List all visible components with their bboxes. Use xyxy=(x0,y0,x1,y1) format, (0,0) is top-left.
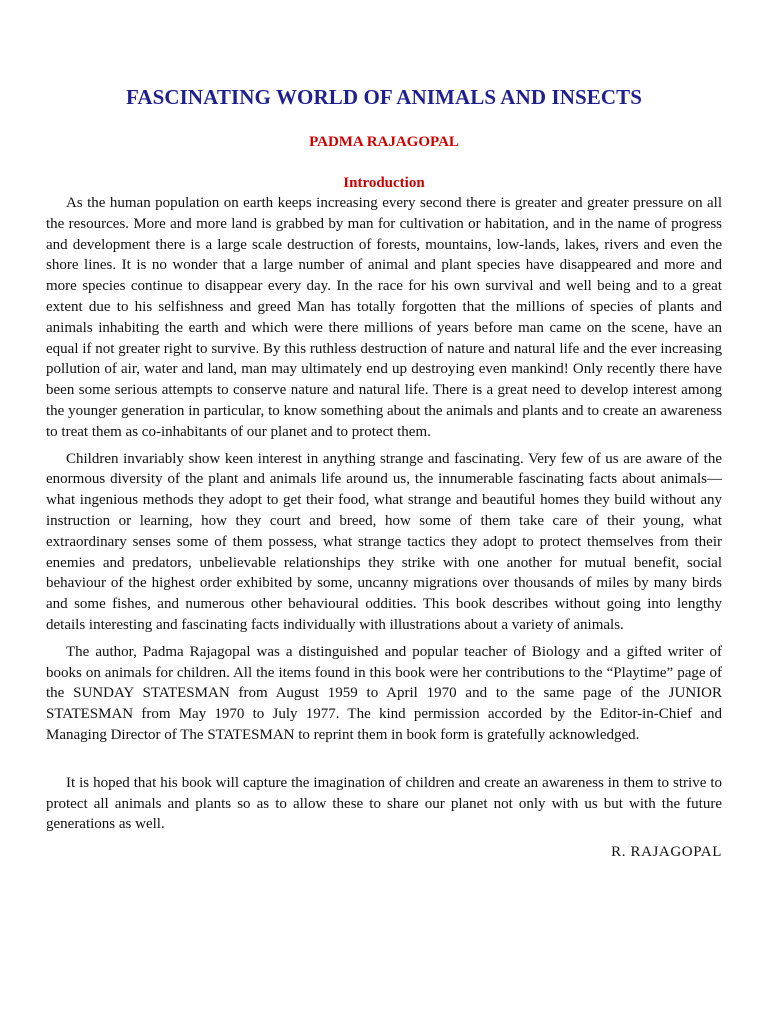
paragraph-3: The author, Padma Rajagopal was a distinguished and popular teacher of Biology and a gifted writer of books on animals for children. All the items found in this book were her contributions to the “Playtime” page of the SUNDAY STATESMAN from August 1959 to April 1970 and to the same page of the JUNIOR STATESMAN from May 1970 to July 1977. The kind permission accorded by the Editor-in-Chief and Managing Director of The STATESMAN to reprint them in book form is gratefully acknowledged. xyxy=(46,643,722,743)
signature: R. RAJAGOPAL xyxy=(611,844,722,861)
paragraph-4: It is hoped that his book will capture the imagination of children and create an awareness in them to strive to protect all animals and plants so as to allow these to share our planet not only with us but with the future generations as well. xyxy=(46,774,722,833)
document-title: FASCINATING WORLD OF ANIMALS AND INSECTS xyxy=(125,85,643,109)
paragraph-2: Children invariably show keen interest in anything strange and fascinating. Very few of us are aware of the enormous diversity of the plant and animals life around us, the innumerable fascinating facts about animals—what ingenious methods they adopt to get their food, what strange and beautiful homes they build without any instruction or learning, how they court and breed, how some of them take care of their young, what extraordinary senses some of them possess, what strange tactics they adopt to protect themselves from their enemies and predators, unbelievable relationships they strike with one another for mutual benefit, social behaviour of the highest order exhibited by some, uncanny migrations over thousands of miles by many birds and some fishes, and numerous other behavioural oddities. This book describes without going into lengthy details interesting and fascinating facts individually with illustrations about a variety of animals. xyxy=(46,450,722,633)
document-page xyxy=(46,82,722,862)
paragraph-1: As the human population on earth keeps increasing every second there is greater and greater pressure on all the resources. More and more land is grabbed by man for cultivation or habitation, and in the name of progress and development there is a large scale destruction of forests, mountains, low-lands, lakes, rivers and even the shore lines. It is no wonder that a large number of animal and plant species have disappeared and more and more species continue to disappear every day. In the race for his own survival and well being and to a great extent due to his selfishness and greed Man has totally forgotten that the millions of species of plants and animals inhabiting the earth and which were there millions of years before man came on the scene, have an equal if not greater right to survive. By this ruthless destruction of nature and natural life and the ever increasing pollution of air, water and land, man may ultimately end up destroying even mankind! Only recently there have been some serious attempts to conserve nature and natural life. There is a great need to develop interest among the younger generation in particular, to know something about the animals and plants and to create an awareness to treat them as co-inhabitants of our planet and to protect them. xyxy=(46,195,722,440)
author-name: PADMA RAJAGOPAL xyxy=(309,134,459,150)
section-heading-introduction: Introduction xyxy=(343,175,425,191)
